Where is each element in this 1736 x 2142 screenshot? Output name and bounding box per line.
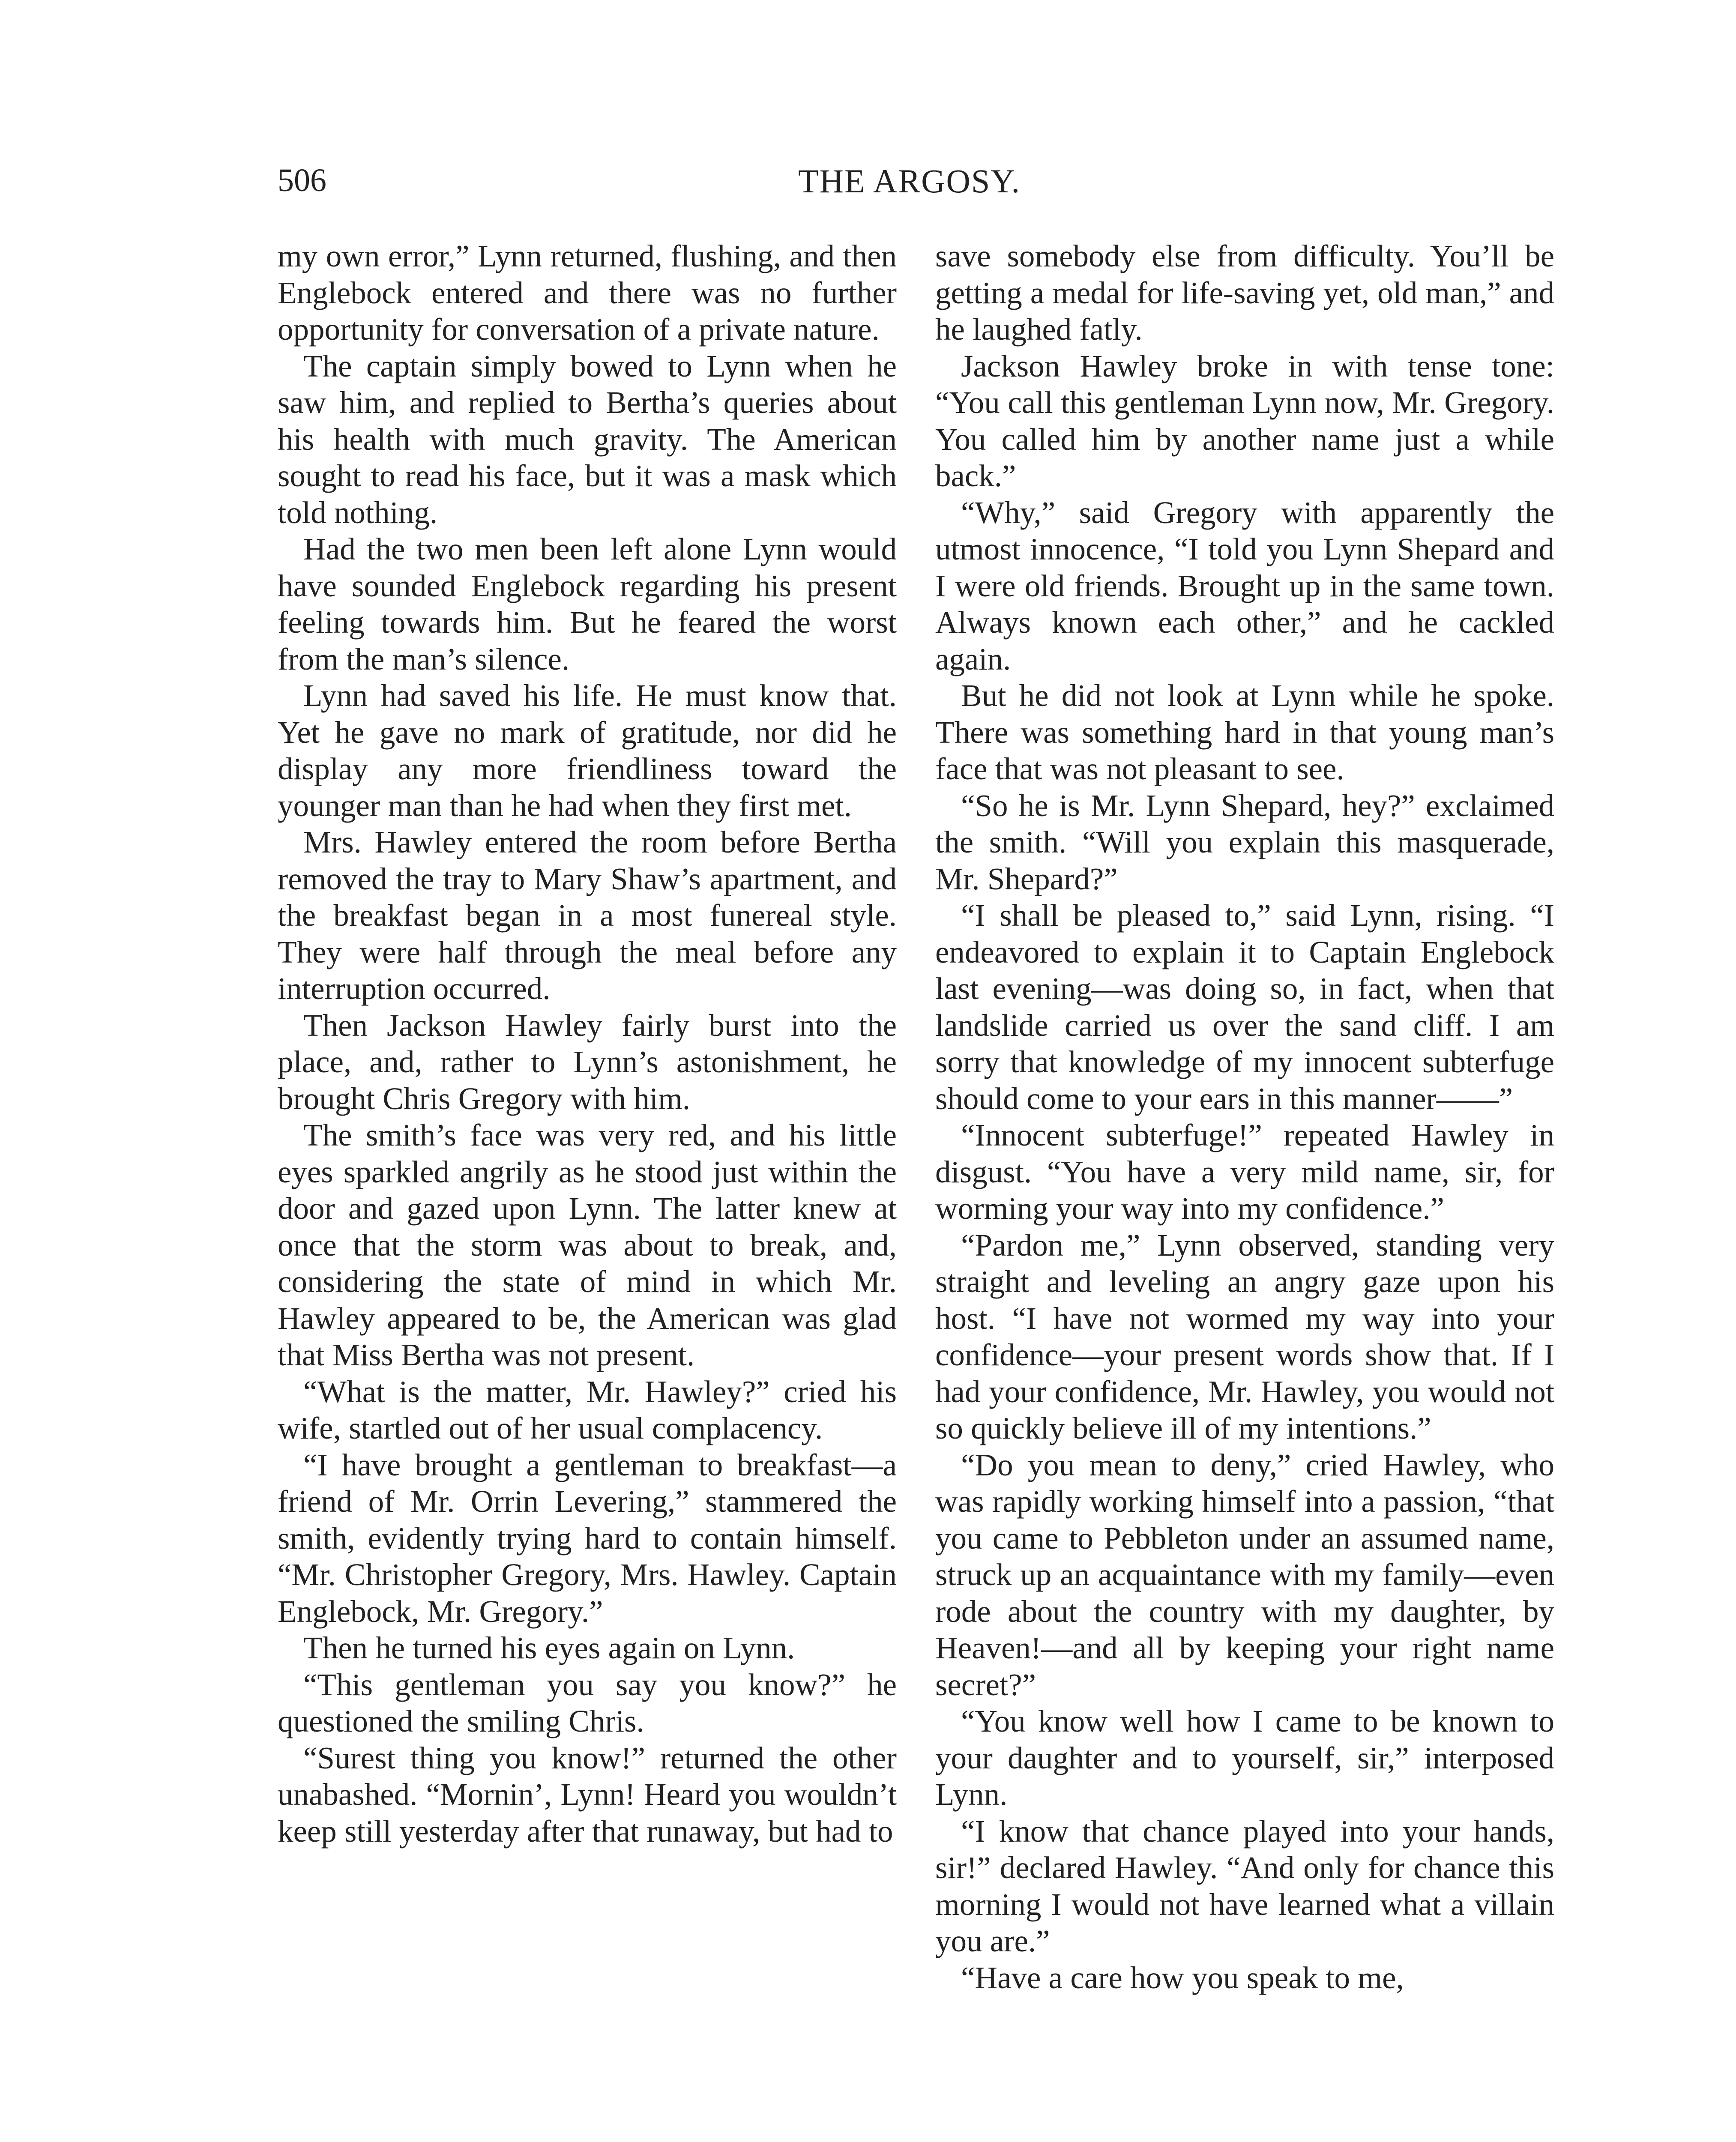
paragraph: “I shall be pleased to,” said Lynn, rising. “I endeavored to explain it to Captain Englebock last evening—was doing so, in fact, when that landslide carried us over the sand cliff. I am sorry that knowledge of my innocent subterfuge should come to your ears in this manner——” (935, 898, 1554, 1116)
paragraph: “So he is Mr. Lynn Shepard, hey?” exclaimed the smith. “Will you explain this masquerade, Mr. Shepard?” (935, 788, 1554, 896)
paragraph: “This gentleman you say you know?” he questioned the smiling Chris. (278, 1667, 897, 1738)
paragraph: Mrs. Hawley entered the room before Bertha removed the tray to Mary Shaw’s apartment, and the breakfast began in a most funereal style. They were half through the meal before any interruption occurred. (278, 825, 897, 1006)
paragraph: my own error,” Lynn returned, flushing, and then Englebock entered and there was no further opportunity for conversation of a private nature. (278, 239, 897, 347)
running-title: THE ARGOSY. (798, 162, 1021, 200)
paragraph: Had the two men been left alone Lynn would have sounded Englebock regarding his present feeling towards him. But he feared the worst from the man’s silence. (278, 532, 897, 676)
left-column (278, 238, 897, 1849)
paragraph: Then he turned his eyes again on Lynn. (303, 1630, 795, 1665)
paragraph: Then Jackson Hawley fairly burst into the place, and, rather to Lynn’s astonishment, he brought Chris Gregory with him. (278, 1008, 897, 1116)
page-number: 506 (278, 162, 326, 198)
paragraph: “What is the matter, Mr. Hawley?” cried his wife, startled out of her usual complacency. (278, 1374, 897, 1445)
right-column (935, 238, 1554, 1996)
paragraph: But he did not look at Lynn while he spoke. There was something hard in that young man’s face that was not pleasant to see. (935, 678, 1554, 786)
paragraph: “Do you mean to deny,” cried Hawley, who was rapidly working himself into a passion, “that you came to Pebbleton under an assumed name, struck up an acquaintance with my family—even rode about the country with my daughter, by Heaven!—and all by keeping your right name secret?” (935, 1447, 1554, 1702)
paragraph: save somebody else from difficulty. You’ll be getting a medal for life-saving yet, old man,” and he laughed fatly. (935, 239, 1554, 347)
paragraph: “Have a care how you speak to me, (961, 1960, 1404, 1995)
paragraph: The captain simply bowed to Lynn when he saw him, and replied to Bertha’s queries about his health with much gravity. The American sought to read his face, but it was a mask which told nothing. (278, 348, 897, 530)
paragraph: “Pardon me,” Lynn observed, standing very straight and leveling an angry gaze upon his host. “I have not wormed my way into your confidence—your present words show that. If I had your confidence, Mr. Hawley, you would not so quickly believe ill of my intentions.” (935, 1227, 1554, 1445)
paragraph: “Surest thing you know!” returned the other unabashed. “Mornin’, Lynn! Heard you wouldn’t keep still yesterday after that runaway, but had to (278, 1740, 897, 1849)
paragraph: “Innocent subterfuge!” repeated Hawley in disgust. “You have a very mild name, sir, for worming your way into my confidence.” (935, 1118, 1554, 1226)
page-header (278, 162, 1559, 218)
paragraph: “Why,” said Gregory with apparently the utmost innocence, “I told you Lynn Shepard and I were old friends. Brought up in the same town. Always known each other,” and he cackled again. (935, 495, 1554, 676)
paragraph: The smith’s face was very red, and his little eyes sparkled angrily as he stood just within the door and gazed upon Lynn. The latter knew at once that the storm was about to break, and, considering the state of mind in which Mr. Hawley appeared to be, the American was glad that Miss Bertha was not present. (278, 1118, 897, 1372)
paragraph: “You know well how I came to be known to your daughter and to yourself, sir,” interposed Lynn. (935, 1704, 1554, 1812)
paragraph: Lynn had saved his life. He must know that. Yet he gave no mark of gratitude, nor did he display any more friendliness toward the younger man than he had when they first met. (278, 678, 897, 823)
paragraph: “I know that chance played into your hands, sir!” declared Hawley. “And only for chance this morning I would not have learned what a villain you are.” (935, 1813, 1554, 1958)
paragraph: “I have brought a gentleman to breakfast—a friend of Mr. Orrin Levering,” stammered the smith, evidently trying hard to contain himself. “Mr. Christopher Gregory, Mrs. Hawley. Captain Englebock, Mr. Gregory.” (278, 1447, 897, 1629)
paragraph: Jackson Hawley broke in with tense tone: “You call this gentleman Lynn now, Mr. Gregory. You called him by another name just a while back.” (935, 348, 1554, 493)
